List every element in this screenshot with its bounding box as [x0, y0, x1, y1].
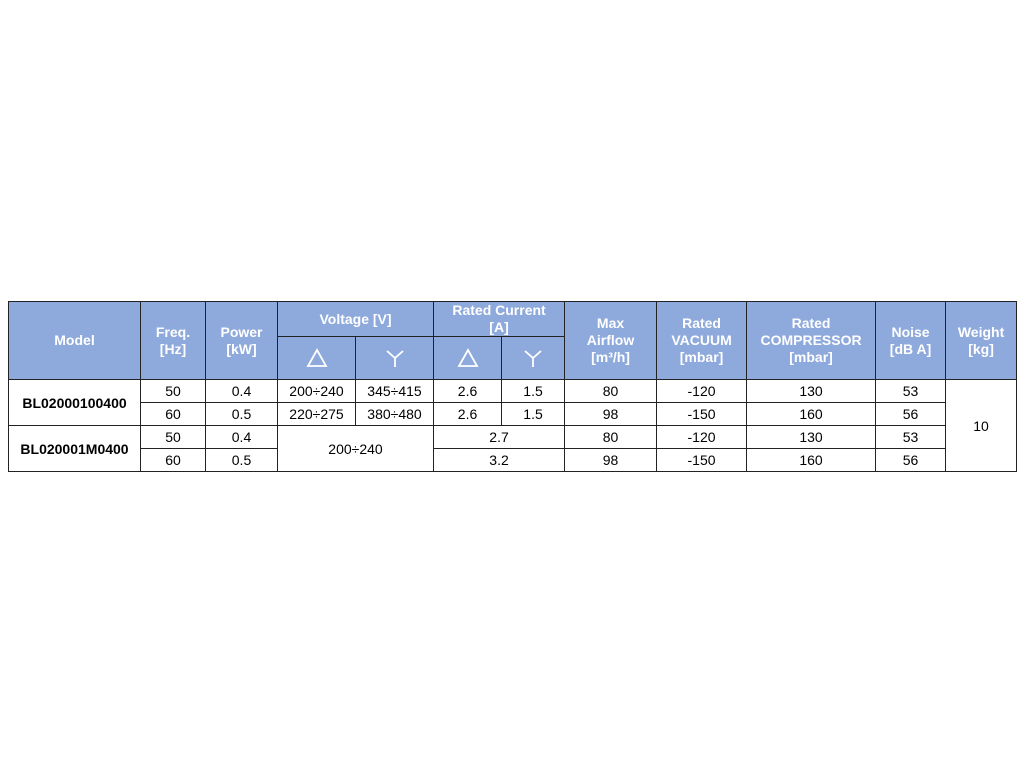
airflow-cell: 80 — [565, 426, 657, 449]
wye-icon — [522, 348, 544, 368]
noise-cell: 56 — [876, 403, 946, 426]
table-row — [9, 449, 1017, 472]
vacuum-cell: -120 — [657, 380, 747, 403]
current-delta-cell: 2.6 — [434, 380, 502, 403]
airflow-cell: 98 — [565, 403, 657, 426]
vacuum-cell: -120 — [657, 426, 747, 449]
header-rated-vacuum: Rated VACUUM [mbar] — [657, 302, 747, 380]
wye-icon — [384, 348, 406, 368]
table-row — [9, 403, 1017, 426]
header-noise: Noise [dB A] — [876, 302, 946, 380]
freq-cell: 50 — [141, 380, 206, 403]
model-cell: BL02000100400 — [9, 380, 141, 426]
delta-icon — [306, 348, 328, 368]
current-wye-cell: 1.5 — [502, 403, 565, 426]
compressor-cell: 160 — [747, 403, 876, 426]
airflow-cell: 98 — [565, 449, 657, 472]
power-cell: 0.5 — [206, 403, 278, 426]
power-cell: 0.4 — [206, 426, 278, 449]
power-cell: 0.5 — [206, 449, 278, 472]
table-header — [9, 302, 1017, 380]
noise-cell: 53 — [876, 380, 946, 403]
voltage-cell: 200÷240 — [278, 426, 434, 472]
freq-cell: 60 — [141, 449, 206, 472]
current-delta-cell: 2.6 — [434, 403, 502, 426]
header-voltage: Voltage [V] — [278, 302, 434, 337]
voltage-wye-header — [356, 337, 434, 380]
current-delta-header — [434, 337, 502, 380]
voltage-wye-cell: 345÷415 — [356, 380, 434, 403]
delta-icon — [457, 348, 479, 368]
airflow-cell: 80 — [565, 380, 657, 403]
current-cell: 2.7 — [434, 426, 565, 449]
current-wye-cell: 1.5 — [502, 380, 565, 403]
voltage-delta-cell: 200÷240 — [278, 380, 356, 403]
header-weight: Weight [kg] — [946, 302, 1017, 380]
table-row — [9, 380, 1017, 403]
compressor-cell: 130 — [747, 380, 876, 403]
voltage-delta-cell: 220÷275 — [278, 403, 356, 426]
table-row — [9, 426, 1017, 449]
voltage-delta-header — [278, 337, 356, 380]
header-model: Model — [9, 302, 141, 380]
voltage-wye-cell: 380÷480 — [356, 403, 434, 426]
header-rated-current: Rated Current [A] — [434, 302, 565, 337]
vacuum-cell: -150 — [657, 449, 747, 472]
current-wye-header — [502, 337, 565, 380]
freq-cell: 60 — [141, 403, 206, 426]
spec-table — [8, 301, 1017, 472]
compressor-cell: 130 — [747, 426, 876, 449]
compressor-cell: 160 — [747, 449, 876, 472]
header-max-airflow: Max Airflow [m³/h] — [565, 302, 657, 380]
header-rated-compressor: Rated COMPRESSOR [mbar] — [747, 302, 876, 380]
vacuum-cell: -150 — [657, 403, 747, 426]
header-freq: Freq. [Hz] — [141, 302, 206, 380]
current-cell: 3.2 — [434, 449, 565, 472]
noise-cell: 56 — [876, 449, 946, 472]
noise-cell: 53 — [876, 426, 946, 449]
power-cell: 0.4 — [206, 380, 278, 403]
header-power: Power [kW] — [206, 302, 278, 380]
weight-cell: 10 — [946, 380, 1017, 472]
model-cell: BL020001M0400 — [9, 426, 141, 472]
freq-cell: 50 — [141, 426, 206, 449]
table-body — [9, 380, 1017, 472]
